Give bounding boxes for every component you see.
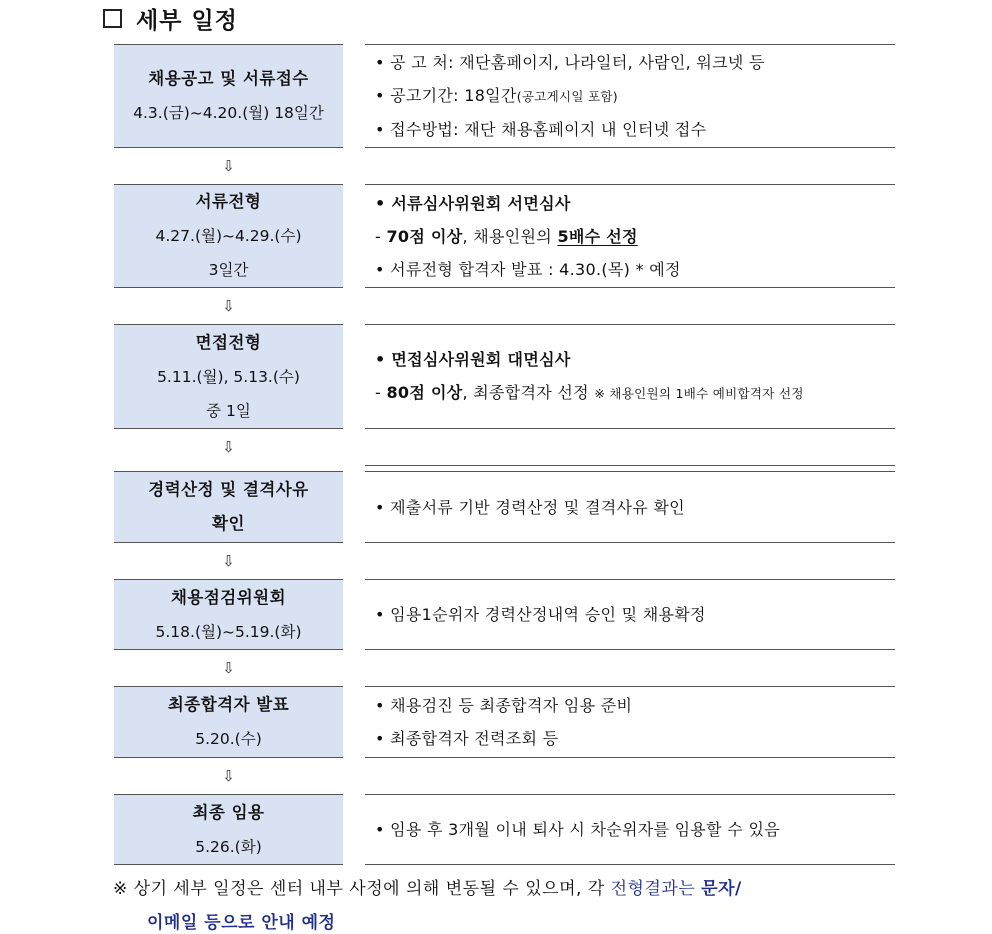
stage-label-cell bbox=[114, 579, 343, 650]
arrow-row bbox=[114, 758, 895, 794]
stage-detail-cell bbox=[365, 794, 895, 865]
detail-bold-text: 70점 이상 bbox=[386, 226, 463, 246]
stage-title: 경력산정 및 결격사유 bbox=[148, 480, 309, 499]
stage-period: 5.18.(월)~5.19.(화) bbox=[155, 622, 302, 641]
arrow-row bbox=[114, 543, 895, 579]
footnote-blue-bold-text: 문자/ bbox=[701, 879, 742, 899]
stage-detail-cell bbox=[365, 686, 895, 758]
detail-line bbox=[375, 376, 895, 410]
stage-label-cell bbox=[114, 686, 343, 758]
detail-line: • 임용 후 3개월 이내 퇴사 시 차순위자를 임용할 수 있음 bbox=[375, 820, 780, 839]
detail-underlined-text: 5배수 선정 bbox=[557, 226, 638, 246]
down-arrow-icon: ⇩ bbox=[222, 157, 235, 175]
footnote-text: ※ 상기 세부 일정은 센터 내부 사정에 의해 변동될 수 있으며, 각 bbox=[113, 879, 611, 899]
footnote bbox=[113, 872, 903, 934]
stage-title-line2: 확인 bbox=[212, 514, 245, 533]
arrow-row bbox=[114, 429, 895, 465]
stage-detail-cell bbox=[365, 471, 895, 543]
stage-period: 5.26.(화) bbox=[195, 837, 262, 856]
stage-label-cell bbox=[114, 794, 343, 865]
stage-final-announcement bbox=[114, 686, 895, 758]
detail-text: • 공고기간: 18일간 bbox=[375, 86, 517, 105]
detail-line: • 서류전형 합격자 발표 : 4.30.(목) * 예정 bbox=[375, 259, 681, 279]
stage-title: 채용점검위원회 bbox=[170, 587, 287, 607]
stage-document-submission bbox=[114, 44, 895, 148]
footnote-blue-text: 전형결과는 bbox=[610, 879, 702, 899]
down-arrow-icon: ⇩ bbox=[222, 659, 235, 677]
stage-detail-cell bbox=[365, 324, 895, 429]
stage-detail-cell bbox=[365, 44, 895, 148]
detail-text: - bbox=[375, 383, 387, 402]
stage-detail-cell bbox=[365, 579, 895, 650]
arrow-row bbox=[114, 650, 895, 686]
stage-period: 5.11.(월), 5.13.(수) bbox=[157, 367, 300, 386]
down-arrow-icon: ⇩ bbox=[222, 297, 235, 315]
detail-small-text: (공고게시일 포함) bbox=[516, 89, 618, 104]
detail-small-text: ※ 채용인원의 1배수 예비합격자 선정 bbox=[594, 386, 804, 401]
detail-line: • 임용1순위자 경력산정내역 승인 및 채용확정 bbox=[375, 605, 706, 624]
detail-bold-text: 80점 이상 bbox=[386, 383, 463, 402]
detail-line: • 제출서류 기반 경력산정 및 결격사유 확인 bbox=[375, 497, 685, 517]
detail-line: • 접수방법: 재단 채용홈페이지 내 인터넷 접수 bbox=[375, 120, 707, 139]
stage-label-cell bbox=[114, 44, 343, 148]
section-heading-text: 세부 일정 bbox=[136, 7, 238, 34]
detail-line: • 채용검진 등 최종합격자 임용 준비 bbox=[375, 696, 633, 715]
stage-title: 서류전형 bbox=[195, 192, 262, 211]
detail-text: , 채용인원의 bbox=[462, 226, 558, 246]
detail-text: - bbox=[375, 226, 387, 246]
stage-document-screening bbox=[114, 184, 895, 288]
stage-title: 면접전형 bbox=[195, 332, 262, 352]
stage-label-cell bbox=[114, 184, 343, 288]
detail-line bbox=[375, 79, 895, 113]
arrow-row bbox=[114, 148, 895, 184]
stage-interview bbox=[114, 324, 895, 429]
divider bbox=[365, 465, 895, 466]
stage-career-check bbox=[114, 471, 895, 543]
stage-title: 채용공고 및 서류접수 bbox=[148, 69, 309, 88]
down-arrow-icon: ⇩ bbox=[222, 438, 235, 456]
stage-period: 4.27.(월)~4.29.(수) bbox=[155, 227, 302, 245]
down-arrow-icon: ⇩ bbox=[222, 767, 235, 785]
stage-period: 5.20.(수) bbox=[195, 730, 262, 748]
stage-label-cell bbox=[114, 324, 343, 429]
detail-line bbox=[375, 220, 895, 253]
detail-line: • 면접심사위원회 대면심사 bbox=[375, 350, 571, 369]
arrow-row bbox=[114, 288, 895, 324]
down-arrow-icon: ⇩ bbox=[222, 552, 235, 570]
stage-duration: 3일간 bbox=[208, 261, 249, 279]
stage-review-committee bbox=[114, 579, 895, 650]
detail-line: • 서류심사위원회 서면심사 bbox=[375, 193, 571, 213]
detail-text: , 최종합격자 선정 bbox=[462, 383, 595, 402]
stage-final-appointment bbox=[114, 794, 895, 865]
stage-detail-cell bbox=[365, 184, 895, 288]
detail-line: • 공 고 처: 재단홈페이지, 나라일터, 사람인, 워크넷 등 bbox=[375, 53, 765, 72]
checkbox-square-icon bbox=[103, 9, 122, 28]
stage-title: 최종합격자 발표 bbox=[167, 695, 290, 714]
stage-label-cell bbox=[114, 471, 343, 543]
stage-period: 4.3.(금)~4.20.(월) 18일간 bbox=[133, 104, 324, 122]
footnote-line-2: 이메일 등으로 안내 예정 bbox=[147, 913, 336, 933]
stage-title: 최종 임용 bbox=[192, 802, 265, 822]
detail-line: • 최종합격자 전력조회 등 bbox=[375, 729, 559, 748]
footnote-line-1 bbox=[113, 872, 903, 906]
section-heading bbox=[103, 2, 238, 34]
stage-duration: 중 1일 bbox=[206, 401, 251, 420]
